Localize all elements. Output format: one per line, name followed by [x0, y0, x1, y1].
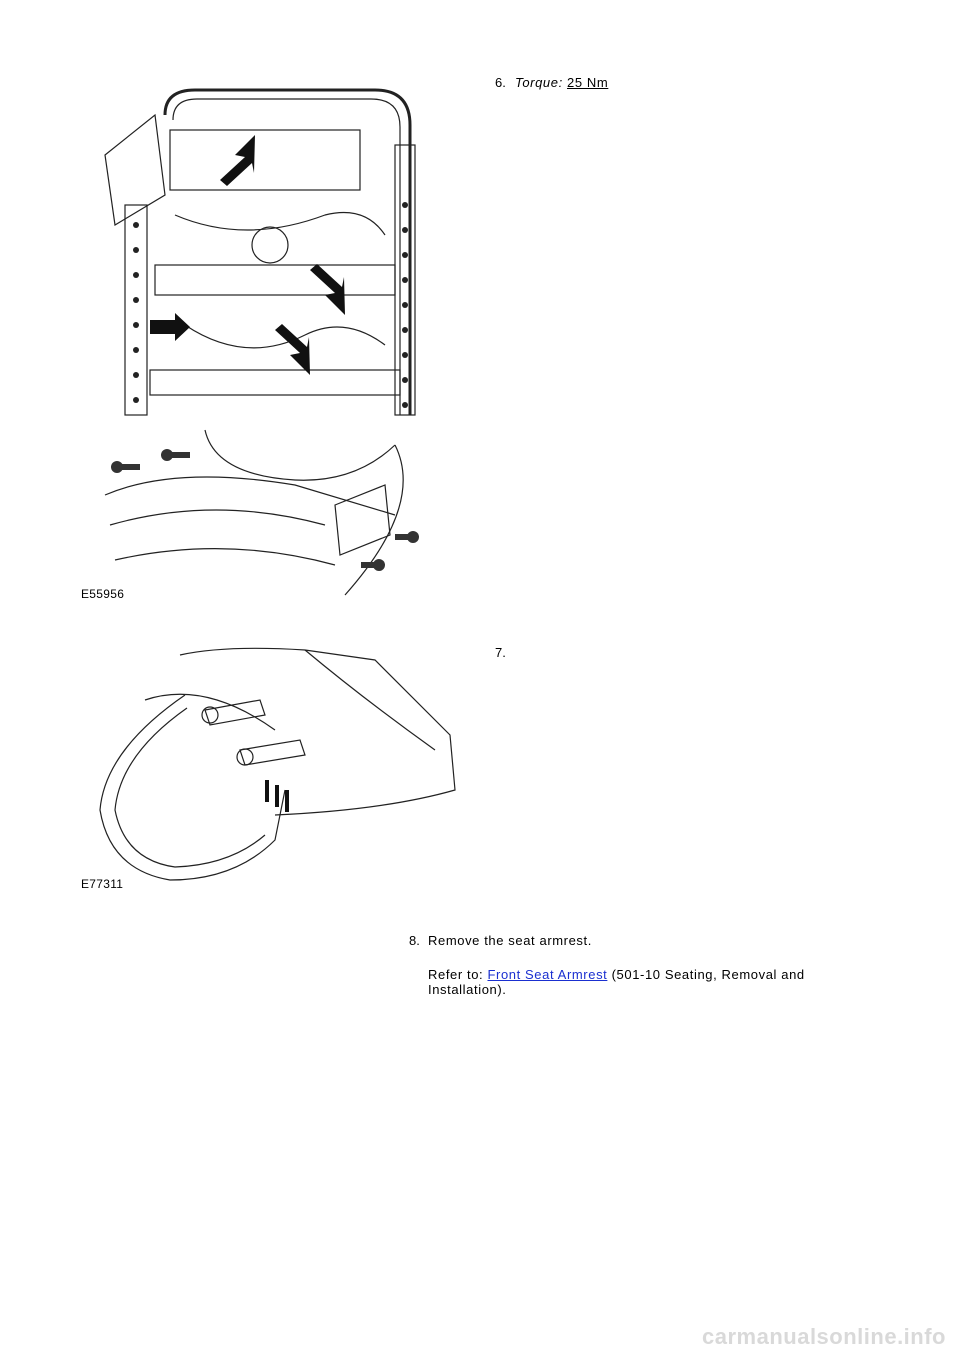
watermark: carmanualsonline.info — [702, 1324, 946, 1349]
refer-suffix: (501-10 Seating, Removal and — [611, 967, 805, 982]
figure-code: E77311 — [81, 877, 124, 891]
armrest-illustration — [85, 640, 460, 890]
refer-suffix-line2: Installation). — [428, 982, 507, 997]
torque-label: Torque: — [515, 75, 563, 90]
step-8-reference — [428, 967, 848, 997]
torque-value: 25 Nm — [567, 75, 609, 90]
seat-cushion-bolts-illustration — [95, 425, 425, 605]
figure-code: E55956 — [81, 587, 125, 601]
refer-prefix: Refer to: — [428, 967, 484, 982]
step-8-number: 8. — [409, 933, 420, 948]
step-7-number: 7. — [495, 645, 506, 660]
front-seat-armrest-link[interactable]: Front Seat Armrest — [487, 967, 608, 982]
step-6-torque — [515, 75, 608, 90]
step-6-number: 6. — [495, 75, 506, 90]
step-8-instruction: Remove the seat armrest. — [428, 933, 592, 948]
seat-frame-illustration — [95, 85, 425, 420]
